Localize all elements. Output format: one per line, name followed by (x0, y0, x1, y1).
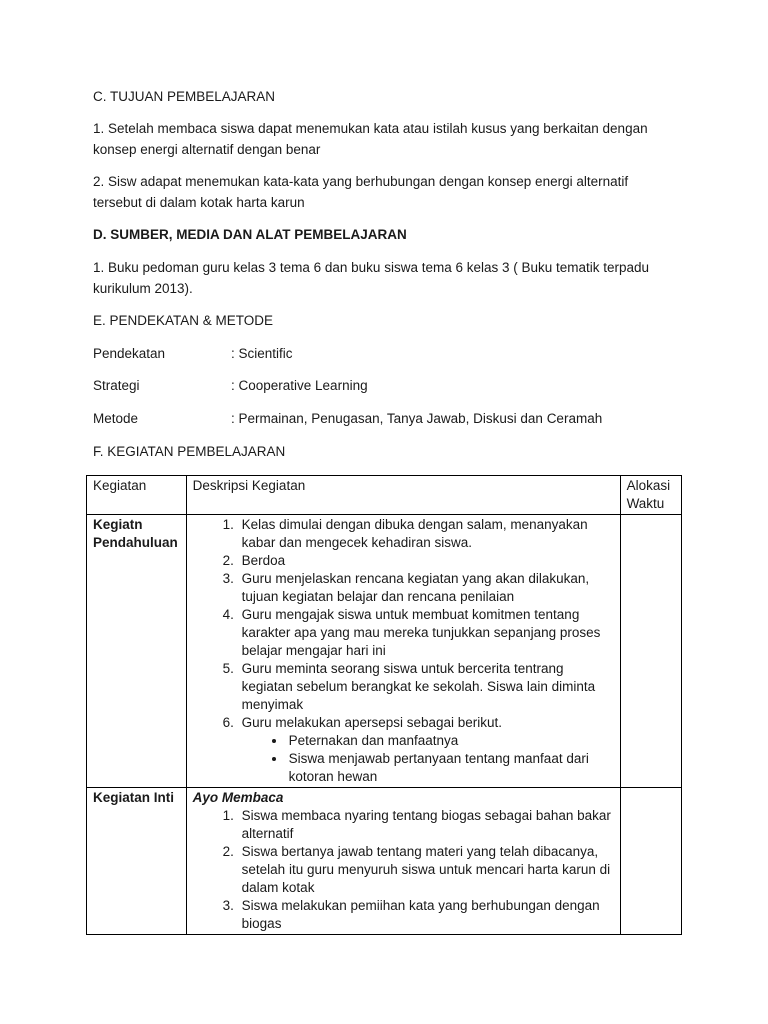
header-description: Deskripsi Kegiatan (186, 476, 620, 515)
intro-steps (193, 516, 614, 732)
list-item: 3. Guru menjelaskan rencana kegiatan yang akan dilakukan, tujuan kegiatan belajar dan rencana penilaian (238, 570, 614, 606)
activity-intro: Kegiatn Pendahuluan (87, 515, 187, 788)
strategy-value: : Cooperative Learning (231, 378, 368, 393)
bullet-item: • Siswa menjawab pertanyaan tentang manfaat dari kotoran hewan (287, 750, 614, 786)
activity-table (86, 475, 682, 935)
core-subtitle: Ayo Membaca (192, 790, 284, 805)
table-row (87, 788, 682, 935)
list-item: 2. Siswa bertanya jawab tentang materi yang telah dibacanya, setelah itu guru menyuruh siswa untuk mencari harta karun di dalam kotak (238, 843, 614, 897)
core-time (620, 788, 681, 935)
list-item: 4. Guru mengajak siswa untuk membuat komitmen tentang karakter apa yang mau mereka tunjukkan sepanjang proses belajar mengajar hari ini (238, 606, 614, 660)
approach-value: : Scientific (231, 346, 293, 361)
core-steps (193, 807, 614, 933)
section-c-item1-line2: konsep energi alternatif dengan benar (93, 142, 321, 157)
list-item: 1. Kelas dimulai dengan dibuka dengan salam, menanyakan kabar dan mengecek kehadiran siswa. (238, 516, 614, 552)
section-c-item1-line1: 1. Setelah membaca siswa dapat menemukan kata atau istilah kusus yang berkaitan dengan (93, 121, 648, 136)
method-value: : Permainan, Penugasan, Tanya Jawab, Diskusi dan Ceramah (231, 411, 603, 426)
strategy-label: Strategi (93, 378, 140, 393)
section-c-heading: C. TUJUAN PEMBELAJARAN (93, 89, 276, 104)
activity-core: Kegiatan Inti (87, 788, 187, 935)
section-e-heading: E. PENDEKATAN & METODE (93, 313, 274, 328)
section-c-item2-line2: tersebut di dalam kotak harta karun (93, 195, 305, 210)
table-row (87, 515, 682, 788)
section-c-item2-line1: 2. Sisw adapat menemukan kata-kata yang berhubungan dengan konsep energi alternatif (93, 174, 629, 189)
section-d-item1-line2: kurikulum 2013). (93, 281, 193, 296)
intro-time (620, 515, 681, 788)
section-d-item1-line1: 1. Buku pedoman guru kelas 3 tema 6 dan buku siswa tema 6 kelas 3 ( Buku tematik terpadu (93, 260, 650, 275)
header-activity: Kegiatan (87, 476, 187, 515)
intro-description (186, 515, 620, 788)
core-description (186, 788, 620, 935)
list-item: 1. Siswa membaca nyaring tentang biogas sebagai bahan bakar alternatif (238, 807, 614, 843)
list-item: 2. Berdoa (238, 552, 614, 570)
approach-label: Pendekatan (93, 346, 166, 361)
section-f-heading: F. KEGIATAN PEMBELAJARAN (93, 444, 286, 459)
list-item (238, 714, 614, 732)
apersepsi-bullets (193, 732, 614, 786)
list-item: 5. Guru meminta seorang siswa untuk bercerita tentrang kegiatan sebelum berangkat ke sekolah. Siswa lain diminta menyimak (238, 660, 614, 714)
header-time: Alokasi Waktu (620, 476, 681, 515)
section-d-heading: D. SUMBER, MEDIA DAN ALAT PEMBELAJARAN (93, 227, 407, 242)
list-item-text: Guru melakukan apersepsi sebagai berikut. (241, 715, 503, 730)
method-label: Metode (93, 411, 139, 426)
table-header-row (87, 476, 682, 515)
list-item: 3. Siswa melakukan pemiihan kata yang berhubungan dengan biogas (238, 897, 614, 933)
bullet-item: • Peternakan dan manfaatnya (287, 732, 614, 750)
